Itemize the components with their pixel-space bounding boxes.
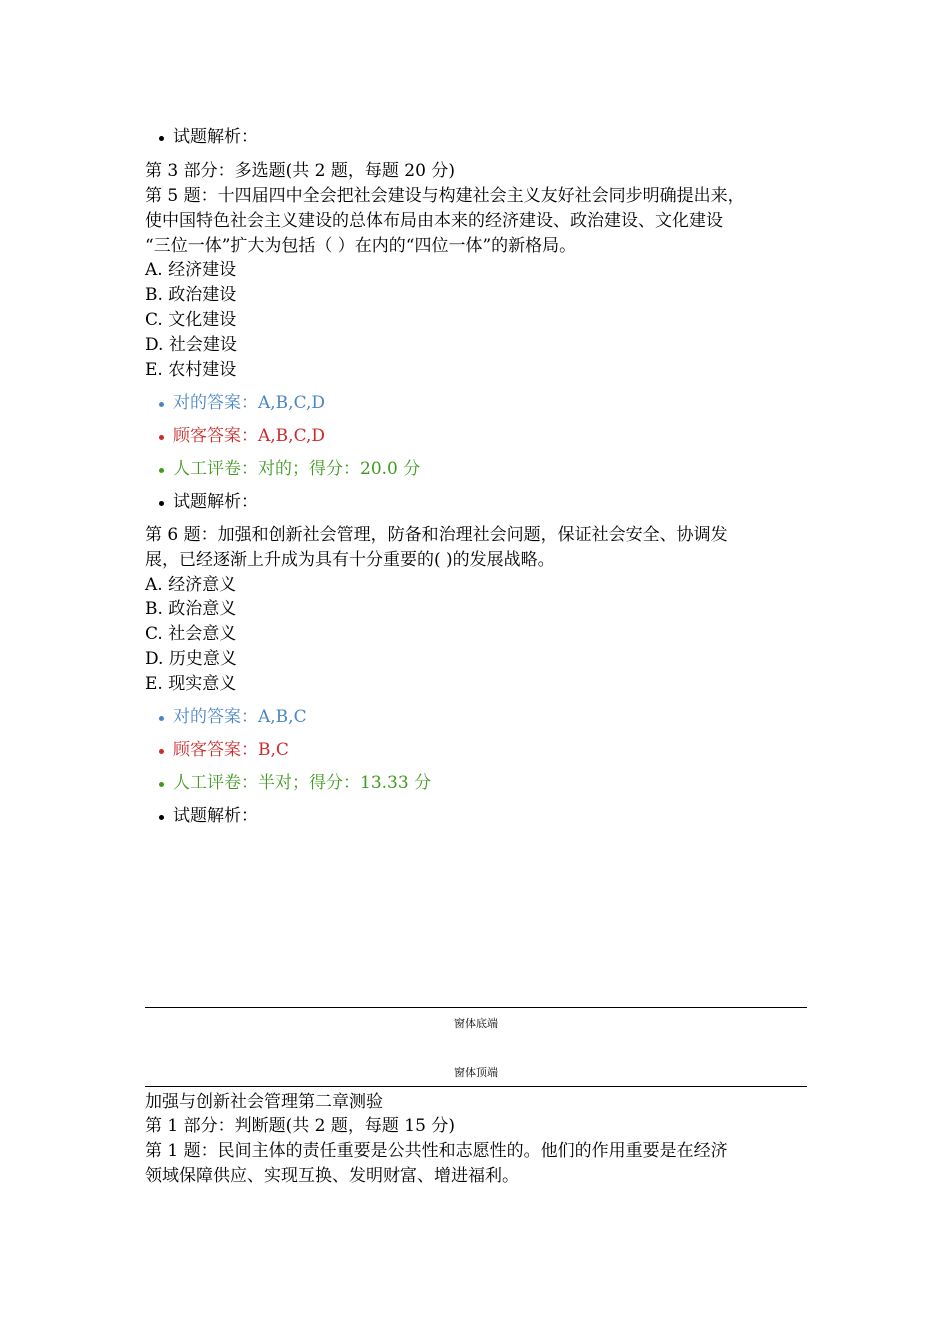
- question6-option-a: A. 经济意义: [145, 575, 237, 595]
- form-top-label: 窗体顶端: [454, 1066, 498, 1079]
- question5-grading: 人工评卷：对的；得分：20.0 分: [173, 457, 420, 482]
- part1-heading: 第 1 部分：判断题(共 2 题，每题 15 分): [145, 1116, 455, 1136]
- question5-option-d: D. 社会建设: [145, 335, 237, 355]
- question5-text-line-2: 使中国特色社会主义建设的总体布局由本来的经济建设、政治建设、文化建设: [145, 211, 723, 231]
- analysis-label: 试题解析：: [173, 125, 258, 150]
- question5-option-c: C. 文化建设: [145, 310, 237, 330]
- question5-correct-answer: 对的答案：A,B,C,D: [173, 391, 325, 416]
- question1-text-line-2: 领域保障供应、实现互换、发明财富、增进福利。: [145, 1166, 519, 1186]
- question6-correct-answer: 对的答案：A,B,C: [173, 705, 307, 730]
- question5-option-a: A. 经济建设: [145, 260, 237, 280]
- question6-customer-answer: 顾客答案：B,C: [173, 738, 289, 763]
- question6-text-line-2: 展，已经逐渐上升成为具有十分重要的( )的发展战略。: [145, 550, 555, 570]
- question6-analysis: 试题解析：: [173, 804, 258, 829]
- form-bottom-divider: [145, 1007, 807, 1008]
- question5-option-b: B. 政治建设: [145, 285, 237, 305]
- question6-option-e: E. 现实意义: [145, 674, 237, 694]
- question6-option-c: C. 社会意义: [145, 624, 237, 644]
- question5-analysis: 试题解析：: [173, 490, 258, 515]
- part3-heading: 第 3 部分：多选题(共 2 题，每题 20 分): [145, 161, 455, 181]
- section-title: 加强与创新社会管理第二章测验: [145, 1092, 383, 1112]
- form-top-divider: [145, 1086, 807, 1087]
- form-bottom-label: 窗体底端: [454, 1017, 498, 1030]
- question5-customer-answer: 顾客答案：A,B,C,D: [173, 424, 325, 449]
- question6-text-line-1: 第 6 题：加强和创新社会管理，防备和治理社会问题，保证社会安全、协调发: [145, 525, 728, 545]
- question6-option-d: D. 历史意义: [145, 649, 237, 669]
- question5-text-line-1: 第 5 题：十四届四中全会把社会建设与构建社会主义友好社会同步明确提出来，: [145, 186, 745, 206]
- question6-option-b: B. 政治意义: [145, 599, 237, 619]
- question6-grading: 人工评卷：半对；得分：13.33 分: [173, 771, 431, 796]
- question5-text-line-3: “三位一体”扩大为包括（ ）在内的“四位一体”的新格局。: [145, 236, 577, 256]
- question5-option-e: E. 农村建设: [145, 360, 237, 380]
- question1-text-line-1: 第 1 题：民间主体的责任重要是公共性和志愿性的。他们的作用重要是在经济: [145, 1141, 728, 1161]
